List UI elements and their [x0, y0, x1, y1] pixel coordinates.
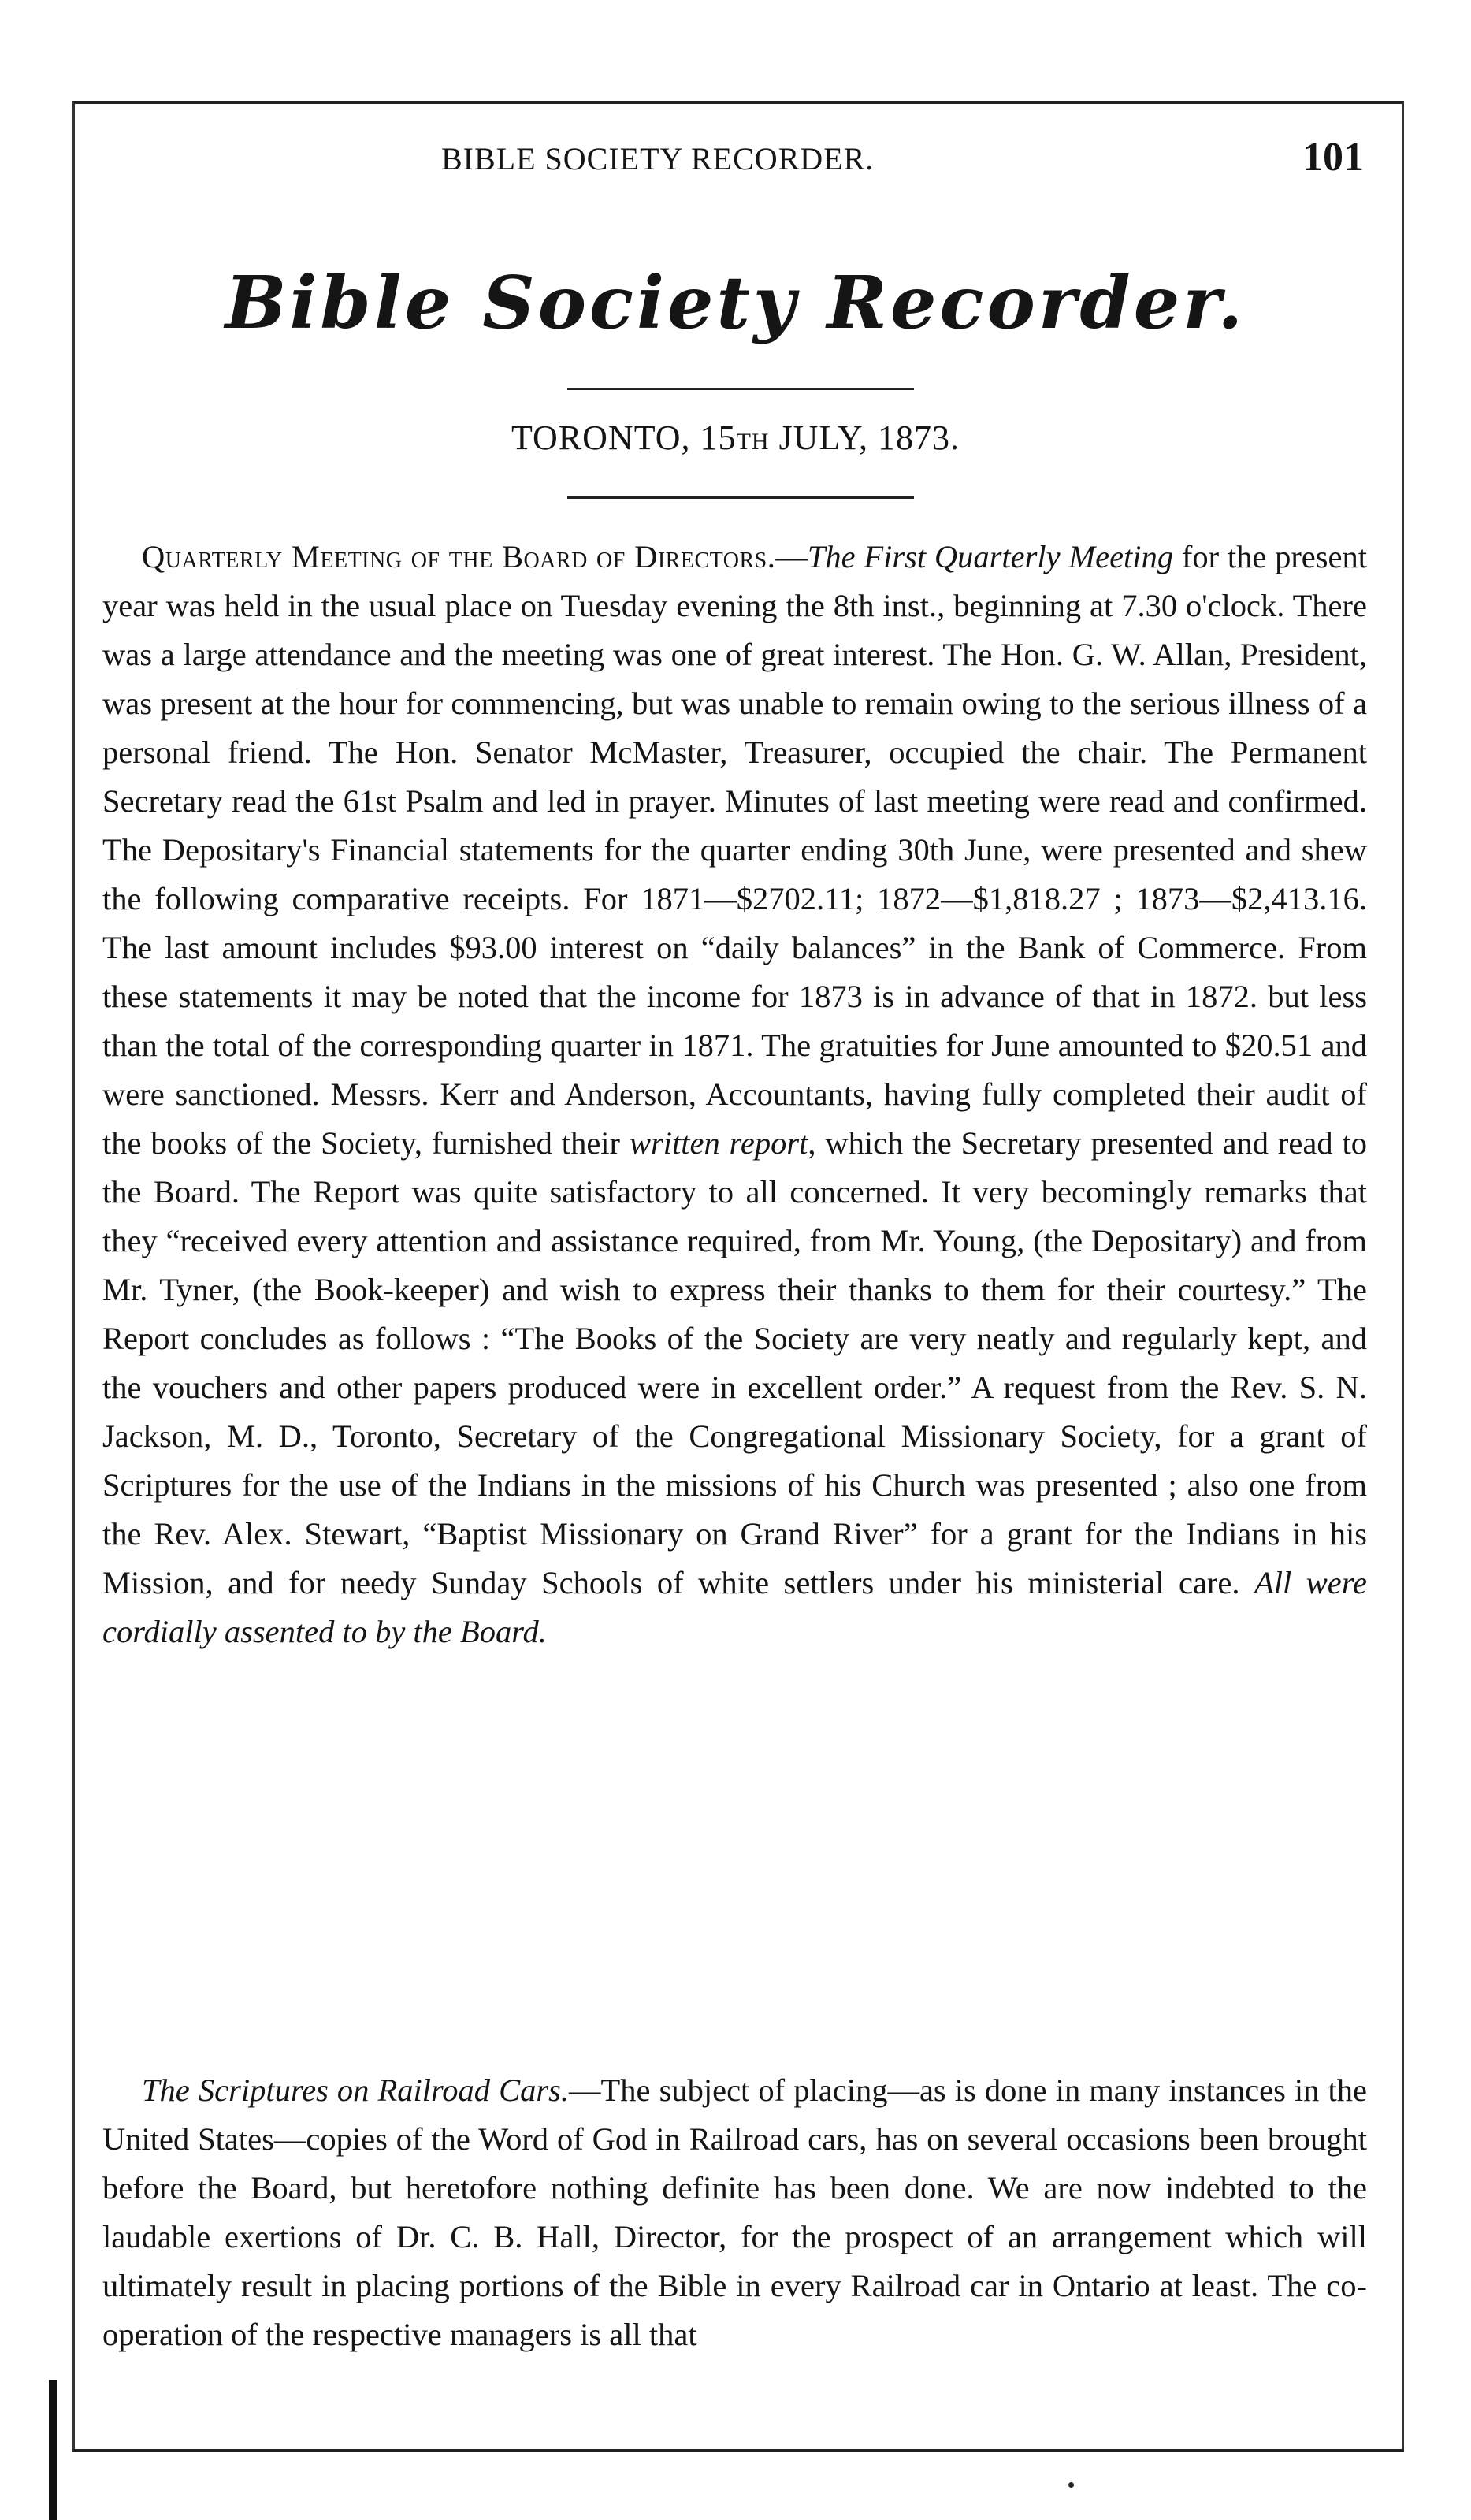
- body-text: —The subject of placing—as is done in many instances in the United States—copies of the Word of God in Railroad cars, has on several occasions been brought before the Board, but heretofore nothing definite has been done. We are now indebted to the laudable exertions of Dr. C. B. Hall, Director, for the prospect of an arrangement which will ultimately result in placing portions of the Bible in every Railroad car in Ontario at least. The co-operation of the respective managers is all that: [102, 2072, 1367, 2352]
- article-heading: The Scriptures on Railroad Cars.: [142, 2072, 570, 2108]
- dateline-ordinal: TH: [736, 429, 770, 455]
- article-quarterly-meeting: [102, 533, 1367, 1656]
- body-text: —: [775, 539, 808, 574]
- running-title: BIBLE SOCIETY RECORDER.: [441, 141, 875, 177]
- body-text: , which the Secretary presented and read to the Board. The Report was quite satisfactory to all concerned. It very becomingly remarks that they “received every attention and assistance required, from Mr. Young, (the Depositary) and from Mr. Tyner, (the Book-keeper) and wish to express their thanks to them for their courtesy.” The Report concludes as follows : “The Books of the Society are very neatly and regularly kept, and the vouchers and other papers produced were in excellent order.” A request from the Rev. S. N. Jackson, M. D., Toronto, Secretary of the Congregational Missionary Society, for a grant of Scriptures for the use of the Indians in the missions of his Church was presented ; also one from the Rev. Alex. Stewart, “Baptist Missionary on Grand River” for a grant for the Indians in his Mission, and for needy Sunday Schools of white settlers under his ministerial care.: [102, 1125, 1368, 1600]
- masthead-rule-bottom: [567, 496, 914, 499]
- article-heading: Quarterly Meeting of the Board of Directors.: [142, 539, 776, 574]
- article-railroad-cars: [102, 2066, 1367, 2359]
- binding-edge-mark: [49, 2380, 57, 2520]
- print-speck: [1068, 2482, 1074, 2488]
- masthead-rule-top: [567, 388, 914, 390]
- dateline-date: JULY, 1873.: [769, 418, 960, 457]
- italic-text: The First Quarterly Meeting: [807, 539, 1174, 574]
- page-number: 101: [1302, 135, 1364, 180]
- italic-text: All were cordially assented to by the Board.: [102, 1565, 1367, 1649]
- dateline-place: TORONTO, 15: [511, 418, 737, 457]
- masthead-title: Bible Society Recorder.: [225, 260, 1246, 345]
- dateline: [0, 418, 1471, 458]
- body-text: for the present year was held in the usual place on Tuesday evening the 8th inst., beginning at 7.30 o'clock. There was a large attendance and the meeting was one of great interest. The Hon. G. W. Allan, President, was present at the hour for commencing, but was unable to remain owing to the serious illness of a personal friend. The Hon. Senator McMaster, Treasurer, occupied the chair. The Permanent Secretary read the 61st Psalm and led in prayer. Minutes of last meeting were read and confirmed. The Depositary's Financial statements for the quarter ending 30th June, were presented and shew the following comparative receipts. For 1871—$2702.11; 1872—$1,818.27 ; 1873—$2,413.16. The last amount includes $93.00 interest on “daily balances” in the Bank of Commerce. From these statements it may be noted that the income for 1873 is in advance of that in 1872. but less than the total of the corresponding quarter in 1871. The gratuities for June amounted to $20.51 and were sanctioned. Messrs. Kerr and Anderson, Accountants, having fully completed their audit of the books of the Society, furnished their: [102, 539, 1368, 1161]
- italic-text: written report: [629, 1125, 808, 1161]
- bottom-rule: [72, 2449, 1404, 2452]
